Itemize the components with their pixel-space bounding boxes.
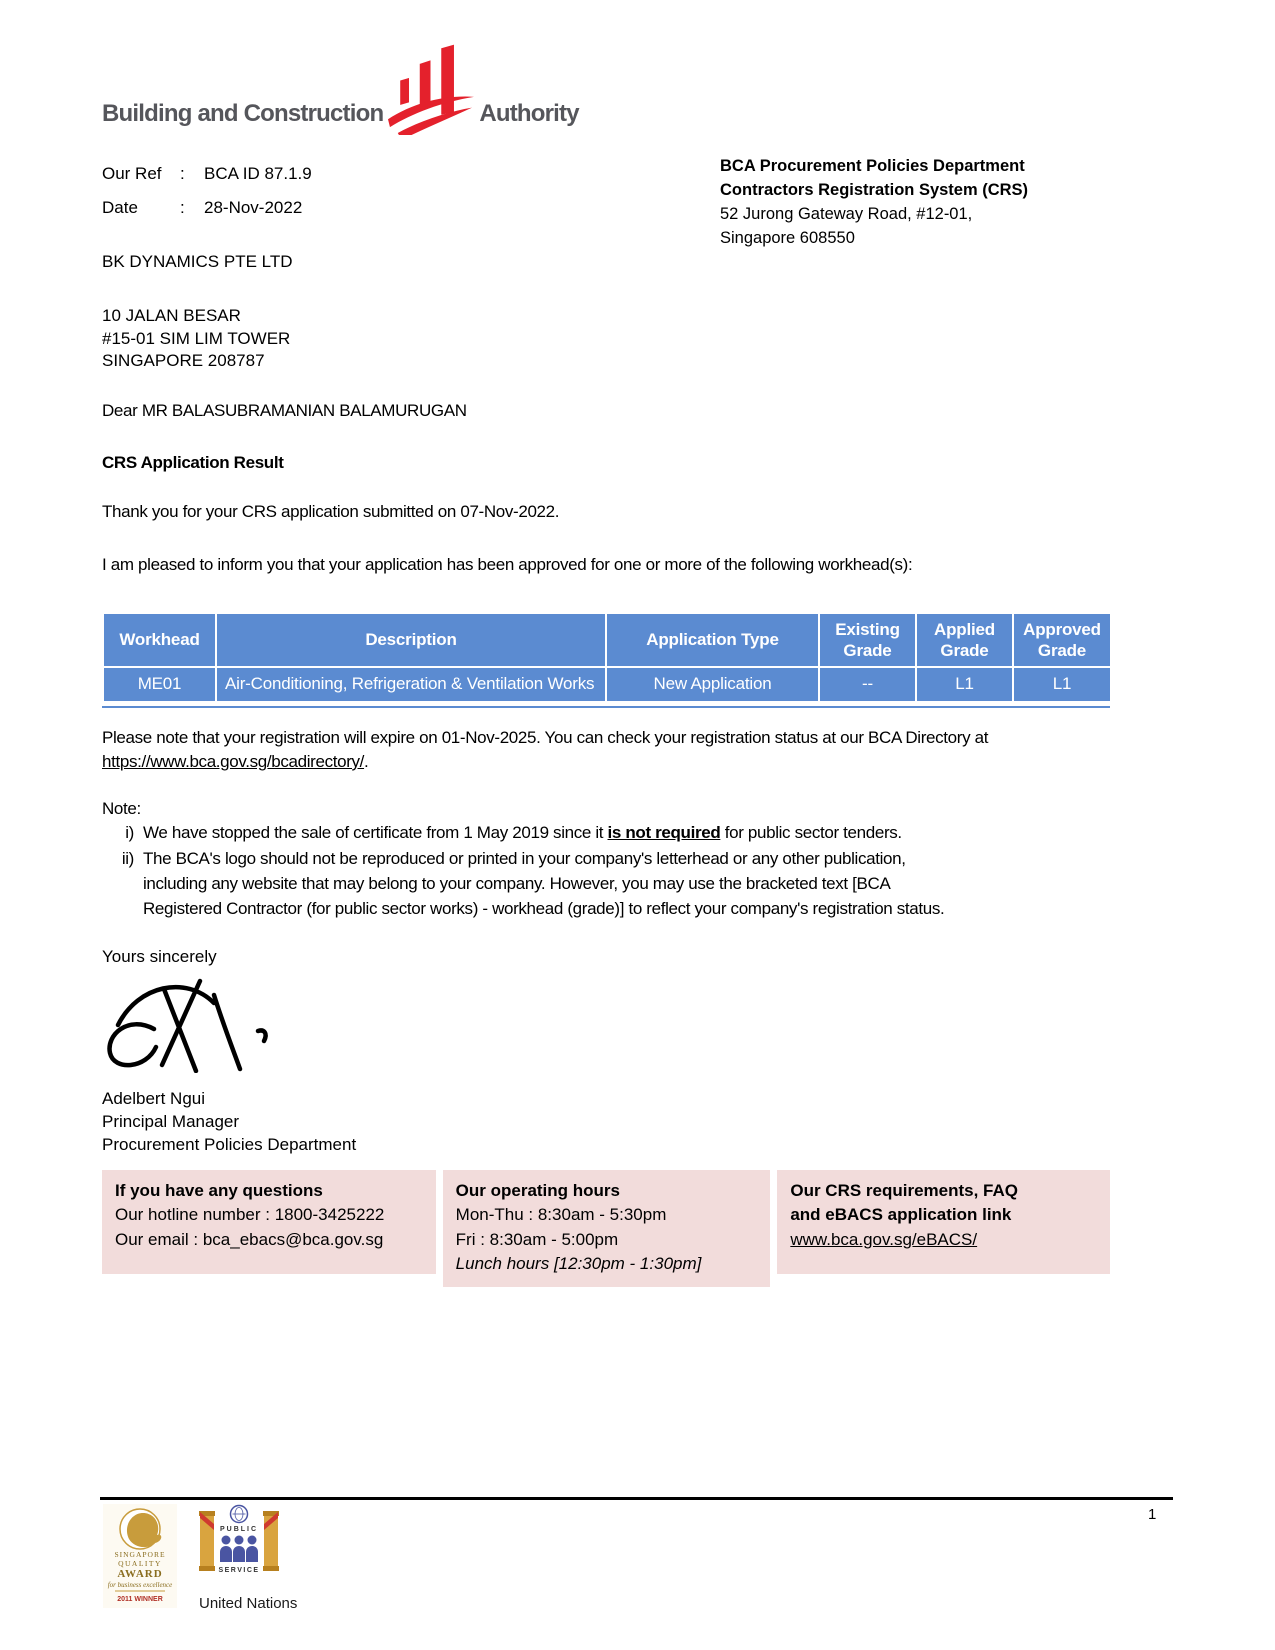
brand-left-text: Building and Construction [102, 100, 384, 127]
links-title-line1: Our CRS requirements, FAQ [790, 1180, 1019, 1200]
hotline-line: Our hotline number : 1800-3425222 [115, 1205, 385, 1224]
header-application-type: Application Type [607, 614, 818, 666]
recipient-address [102, 305, 1110, 373]
note-i-emphasis: is not required [607, 822, 721, 842]
singapore-quality-award-logo [103, 1504, 177, 1613]
salutation: Dear MR BALASUBRAMANIAN BALAMURUGAN [102, 400, 467, 420]
cell-application-type: New Application [607, 668, 818, 701]
recipient-company: BK DYNAMICS PTE LTD [102, 252, 293, 271]
para-approved: I am pleased to inform you that your application has been approved for one or more of the following workhead(s): [102, 555, 913, 574]
hours-mon-thu: Mon-Thu : 8:30am - 5:30pm [455, 1205, 667, 1224]
sqa-line3: AWARD [117, 1568, 163, 1580]
sender-street: 52 Jurong Gateway Road, #12-01, [720, 205, 973, 223]
hours-fri: Fri : 8:30am - 5:00pm [455, 1229, 619, 1249]
note-label: Note: [102, 798, 141, 818]
brand-right-text: Authority [479, 100, 579, 127]
note-text-ii: The BCA's logo should not be reproduced or printed in your company's letterhead or any other publication, including any website that may belong to your company. However, you may use the bracketed text [BCA Registered Contractor (for public sector works) - workhead (grade)] to reflect your company's registration status. [143, 848, 945, 918]
note-i-before: We have stopped the sale of certificate from 1 May 2019 since it [143, 822, 608, 842]
footer-info-boxes [102, 1170, 1110, 1287]
workhead-table [102, 612, 1112, 703]
un-logo-public-text: PUBLIC [219, 1526, 259, 1533]
sender-department: BCA Procurement Policies Department [720, 157, 1025, 175]
date-value: 28-Nov-2022 [204, 198, 303, 217]
ref-label: Our Ref [102, 164, 162, 183]
ebacs-link[interactable]: www.bca.gov.sg/eBACS/ [790, 1229, 978, 1249]
sqa-script: for business excellence [107, 1581, 173, 1589]
closing: Yours sincerely [102, 946, 217, 966]
reference-block [102, 164, 312, 250]
signer-title: Principal Manager [102, 1111, 240, 1131]
header-description: Description [217, 614, 605, 666]
questions-box [102, 1170, 436, 1274]
recipient-street: 10 JALAN BESAR [102, 306, 241, 325]
sender-system: Contractors Registration System (CRS) [720, 181, 1029, 199]
bcadirectory-link[interactable]: https://www.bca.gov.sg/bcadirectory/ [102, 752, 365, 771]
cell-existing-grade: -- [820, 668, 915, 701]
date-colon: : [180, 198, 185, 217]
cell-applied-grade: L1 [917, 668, 1012, 701]
bca-logo-icon [388, 43, 474, 140]
footer-rule [100, 1497, 1173, 1500]
date-row [102, 198, 312, 218]
hours-box [443, 1170, 771, 1287]
para-thanks: Thank you for your CRS application submitted on 07-Nov-2022. [102, 501, 560, 521]
note-marker-ii: ii) [121, 848, 134, 868]
table-header-row [104, 614, 1110, 666]
header-workhead: Workhead [104, 614, 215, 666]
table-row [104, 668, 1110, 701]
expiry-period: . [364, 752, 369, 771]
expiry-paragraph [102, 726, 1007, 775]
links-title-line2: and eBACS application link [790, 1205, 1012, 1224]
un-logo-service-text: SERVICE [218, 1567, 260, 1574]
hours-title: Our operating hours [455, 1180, 620, 1200]
signer-name: Adelbert Ngui [102, 1088, 206, 1108]
united-nations-caption: United Nations [199, 1595, 298, 1612]
questions-title: If you have any questions [115, 1180, 323, 1200]
cell-approved-grade: L1 [1014, 668, 1110, 701]
ref-colon: : [180, 164, 185, 183]
signature-block [102, 1087, 1110, 1156]
note-i-after: for public sector tenders. [720, 822, 902, 842]
links-box [777, 1170, 1110, 1274]
cell-workhead: ME01 [104, 668, 215, 701]
workhead-table-wrap [102, 612, 1110, 708]
hours-lunch: Lunch hours [12:30pm - 1:30pm] [455, 1254, 702, 1273]
header-existing-grade: Existing Grade [820, 614, 915, 666]
sender-address-block [720, 154, 1110, 250]
signature-image [102, 973, 1110, 1073]
cell-description: Air-Conditioning, Refrigeration & Ventilation Works [217, 668, 605, 701]
date-label: Date [102, 198, 138, 217]
signer-department: Procurement Policies Department [102, 1134, 357, 1154]
expiry-text: Please note that your registration will expire on 01-Nov-2025. You can check your registration status at our BCA Directory at [102, 727, 989, 747]
sqa-winner: 2011 WINNER [117, 1596, 163, 1603]
page-number: 1 [1148, 1506, 1157, 1523]
note-item-ii [102, 846, 1110, 921]
bca-letterhead [102, 50, 1110, 140]
sender-city: Singapore 608550 [720, 229, 855, 247]
sqa-line1: SINGAPORE [114, 1550, 166, 1559]
recipient-unit: #15-01 SIM LIM TOWER [102, 328, 291, 348]
recipient-city: SINGAPORE 208787 [102, 351, 265, 370]
sqa-line2: QUALITY [118, 1559, 162, 1568]
note-item-i [102, 820, 1110, 845]
header-approved-grade: Approved Grade [1014, 614, 1110, 666]
un-public-service-award-logo [199, 1504, 297, 1583]
note-marker-i: i) [125, 822, 134, 842]
ref-value: BCA ID 87.1.9 [204, 164, 312, 183]
email-line: Our email : bca_ebacs@bca.gov.sg [115, 1229, 384, 1249]
note-text-i [134, 820, 902, 845]
our-ref-row [102, 164, 312, 184]
subject-line: CRS Application Result [102, 452, 284, 472]
header-applied-grade: Applied Grade [917, 614, 1012, 666]
